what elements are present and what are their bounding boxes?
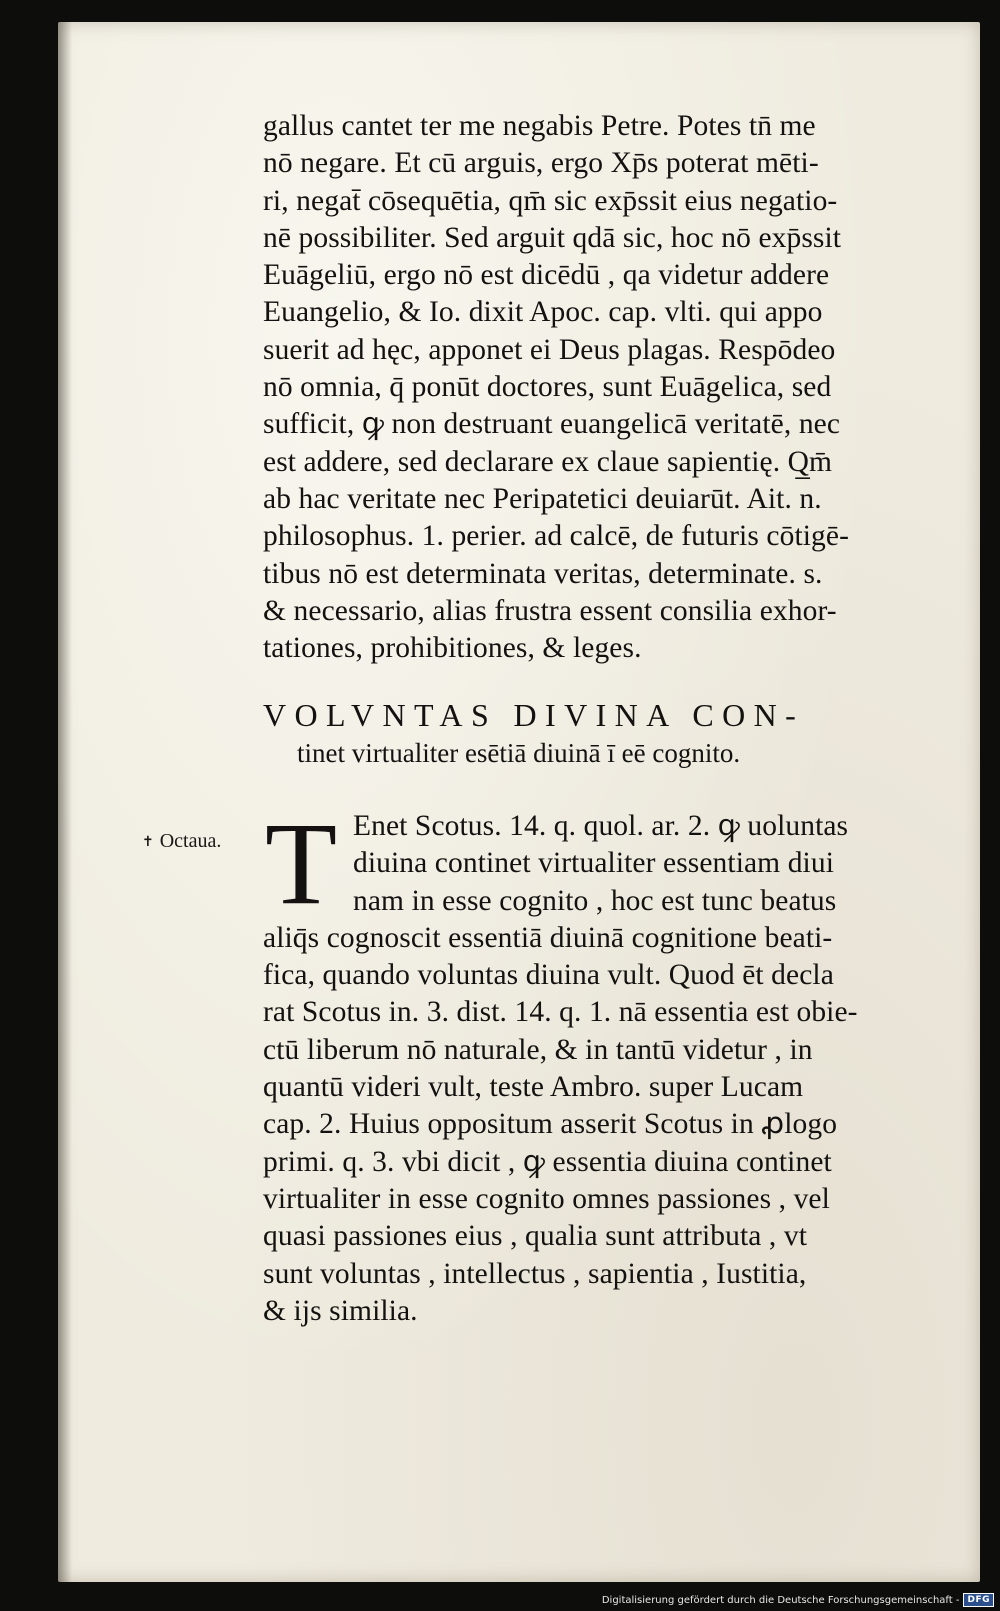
text-line: suerit ad hęc, apponet ei Deus plagas. Respōdeo [263, 333, 836, 366]
text-line: sunt voluntas , intellectus , sapientia , Iustitia, [263, 1257, 807, 1290]
text-line: Enet Scotus. 14. q. quol. ar. 2. ꝙ uoluntas [353, 810, 849, 842]
margin-note-label: Octaua. [159, 830, 222, 852]
text-line: philosophus. 1. perier. ad calcē, de futuris cōtigē- [263, 520, 850, 553]
margin-note [142, 830, 221, 853]
credit-text: Digitalisierung gefördert durch die Deutsche Forschungsgemeinschaft - [601, 1594, 960, 1606]
text-line: diuina continet virtualiter essentiam diui [353, 847, 834, 880]
text-line: Euāgeliū, ergo nō est dicēdū , qa videtur addere [263, 259, 830, 292]
text-line: quasi passiones eius , qualia sunt attributa , vt [263, 1220, 808, 1253]
text-line: nē possibiliter. Sed arguit qdā sic, hoc nō exp̄ssit [263, 221, 842, 254]
text-line: & ijs similia. [263, 1294, 418, 1327]
text-line: tibus nō est determinata veritas, determinate. s. [263, 557, 823, 590]
dfg-logo: DFG [963, 1593, 994, 1607]
heading-title: VOLVNTAS DIVINA CON- [263, 697, 805, 733]
text-line: nō negare. Et cū arguis, ergo Xp̄s poterat mēti- [263, 147, 819, 180]
paragraph-octaua [263, 798, 953, 1330]
text-line: ctū liberum nō naturale, & in tantū videtur , in [263, 1033, 813, 1066]
page-gutter-shadow [58, 22, 72, 1582]
margin-cross-icon: ✝ [142, 834, 154, 850]
text-line: quantū videri vult, teste Ambro. super Lucam [263, 1071, 804, 1104]
text-line: nam in esse cognito , hoc est tunc beatus [353, 884, 837, 917]
text-line: nō omnia, q̄ ponūt doctores, sunt Euāgelica, sed [263, 371, 832, 404]
text-line: aliq̄s cognoscit essentiā diuinā cognitione beati- [263, 921, 833, 954]
text-line: fica, quando voluntas diuina vult. Quod ēt decla [263, 959, 834, 992]
text-line: primi. q. 3. vbi dicit , ꝙ essentia diuina continet [263, 1145, 832, 1178]
text-line: ab hac veritate nec Peripatetici deuiarūt. Ait. n. [263, 482, 822, 515]
text-line: virtualiter in esse cognito omnes passiones , vel [263, 1182, 830, 1215]
text-line: & necessario, alias frustra essent consilia exhor- [263, 594, 837, 627]
digitization-credit [602, 1593, 994, 1607]
text-line: sufficit, ꝙ non destruant euangelicā veritatē, nec [263, 408, 841, 441]
section-heading [263, 696, 963, 772]
text-line: est addere, sed declarare ex claue sapientię. Q̲m̄ [263, 445, 833, 478]
drop-cap: T [265, 798, 338, 929]
text-line: cap. 2. Huius oppositum asserit Scotus in ꝓlogo [263, 1108, 838, 1141]
text-line: gallus cantet ter me negabis Petre. Potes tn̄ me [263, 110, 816, 142]
text-line: ri, negat̄ cōsequētia, qm̄ sic exp̄ssit eius negatio- [263, 184, 838, 217]
text-line: tationes, prohibitiones, & leges. [263, 632, 642, 665]
text-line: rat Scotus in. 3. dist. 14. q. 1. nā essentia est obie- [263, 996, 858, 1029]
text-line: Euangelio, & Io. dixit Apoc. cap. vlti. qui appo [263, 296, 823, 329]
paragraph-continued [263, 108, 953, 667]
heading-subtitle: tinet virtualiter esētiā diuinā ī eē cognito. [297, 738, 741, 768]
